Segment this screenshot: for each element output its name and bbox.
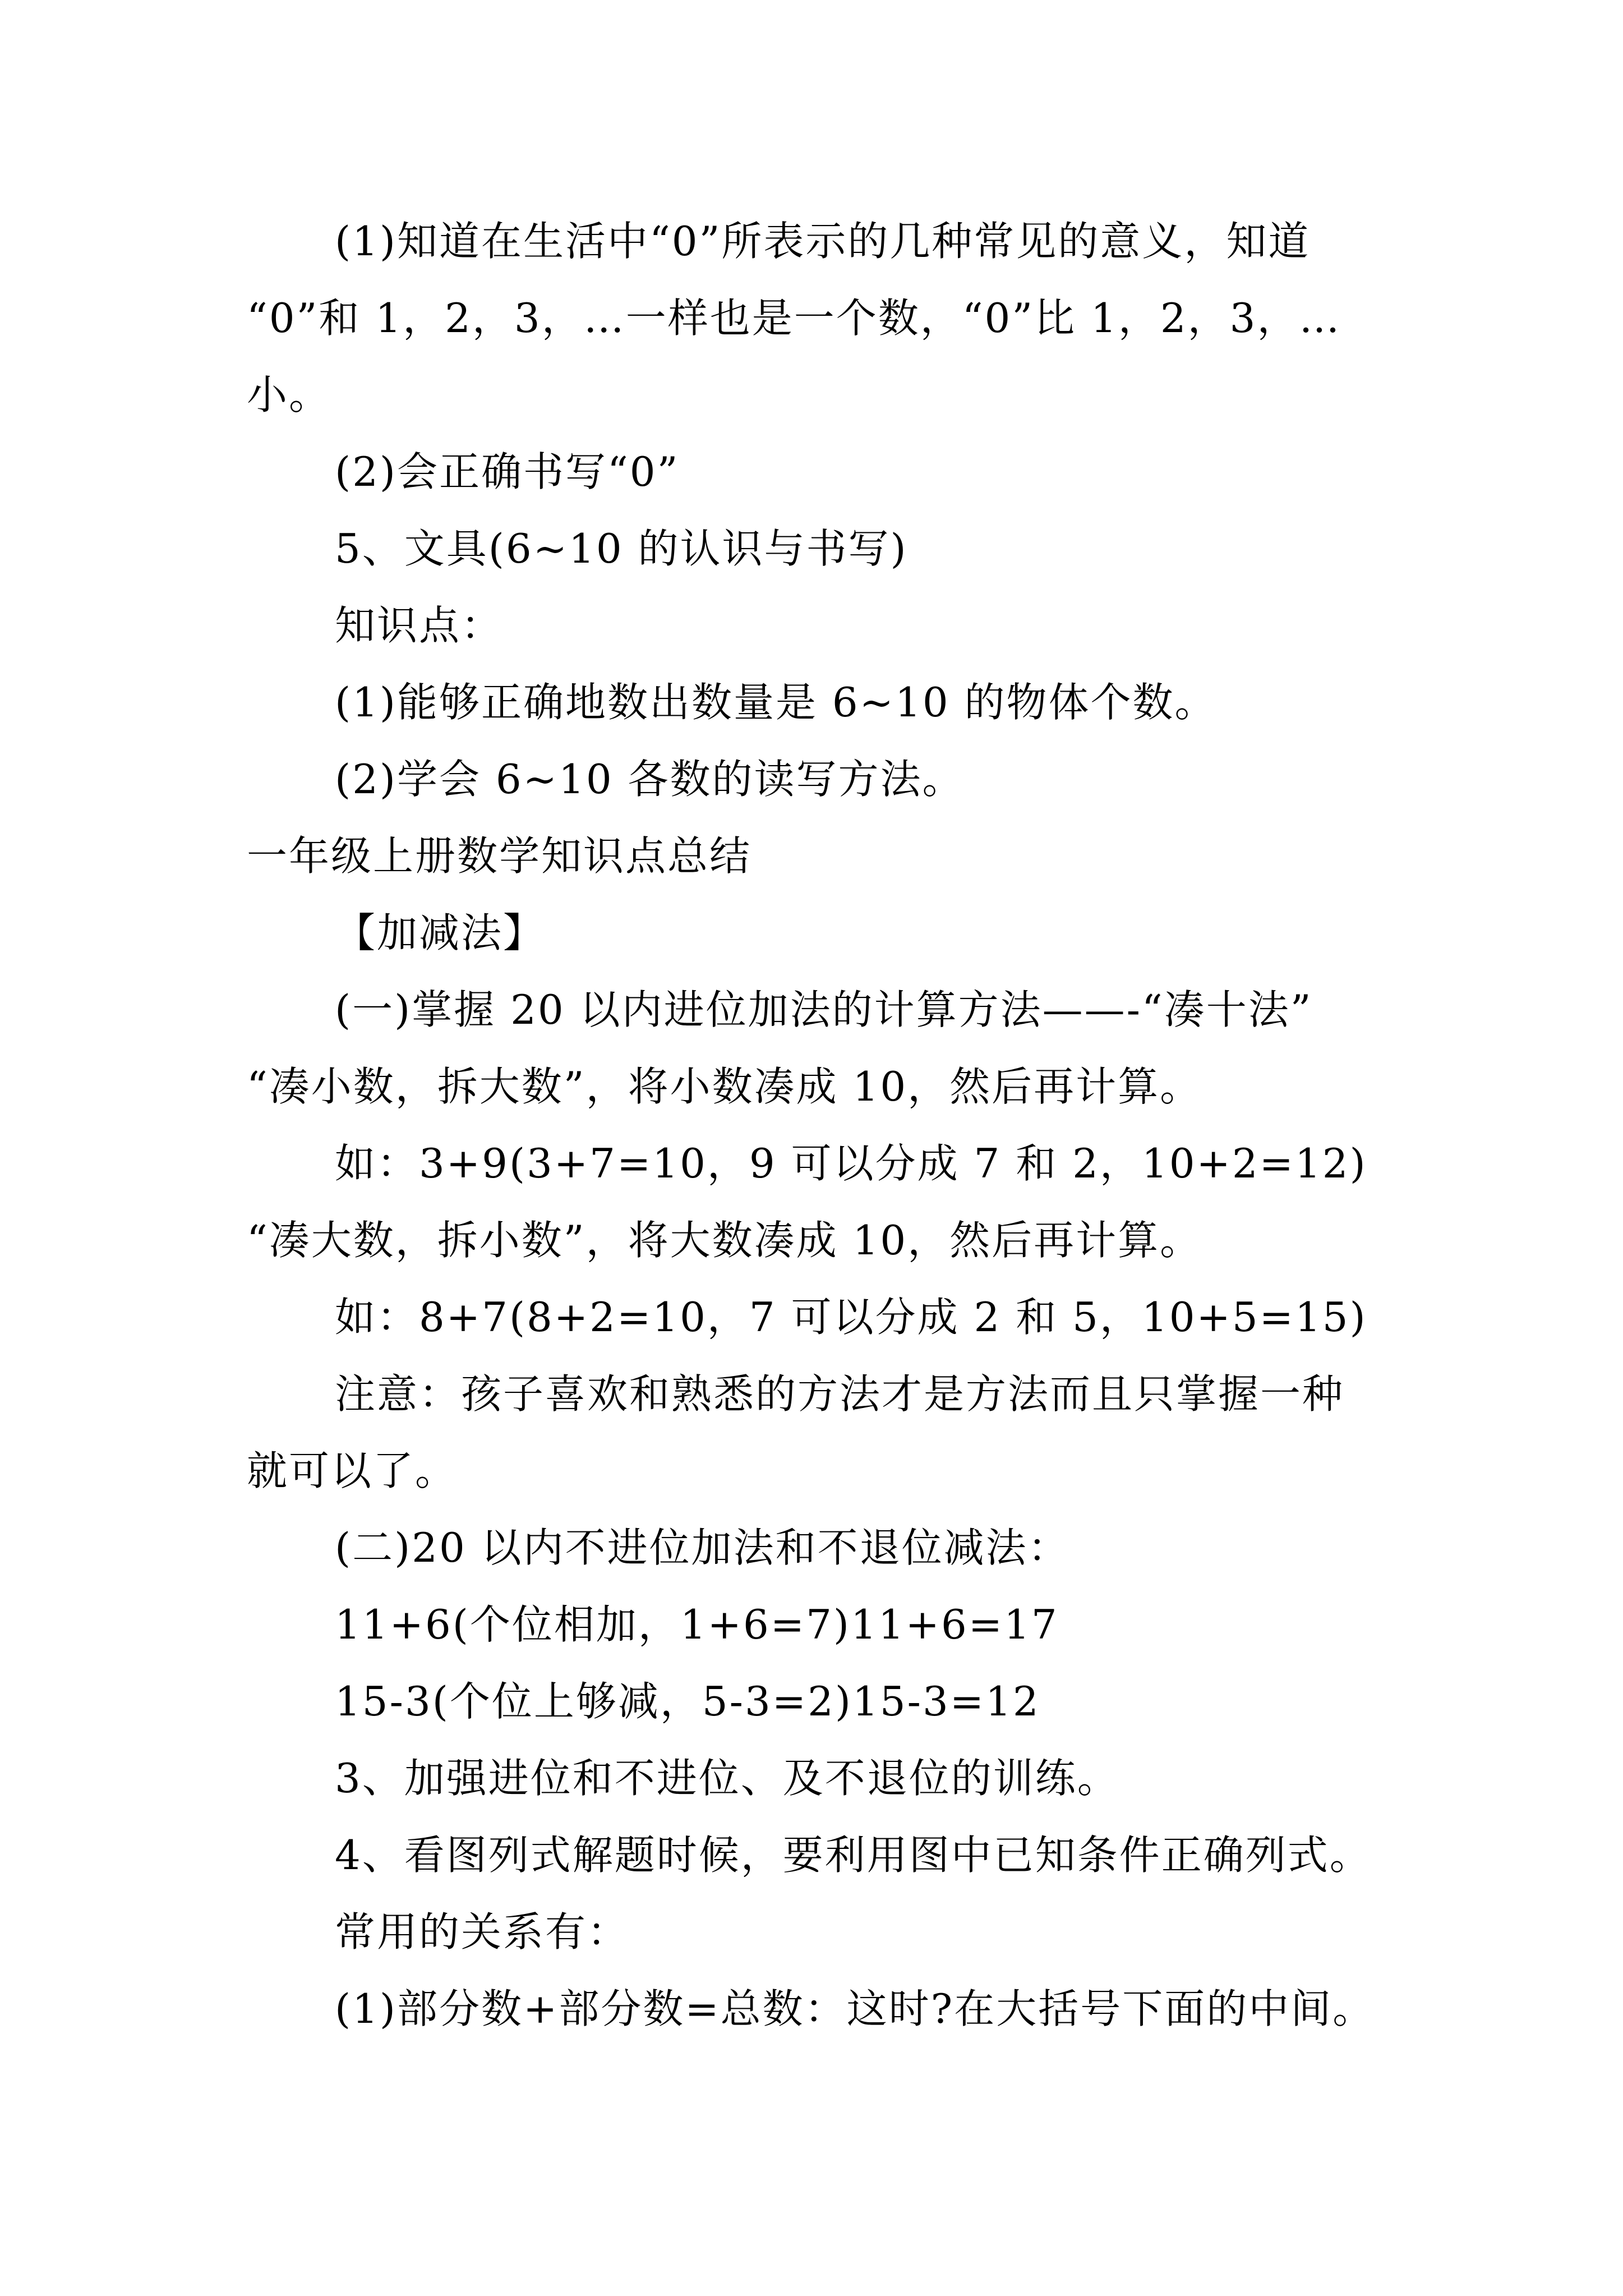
paragraph-line: “凑大数，拆小数”，将大数凑成 10，然后再计算。 [247,1217,1202,1264]
paragraph-line: (二)20 以内不进位加法和不退位减法： [335,1524,1070,1571]
paragraph-line: 小。 [247,371,331,418]
paragraph-line: 常用的关系有： [335,1908,630,1955]
paragraph-line: “0”和 1，2，3，…一样也是一个数，“0”比 1，2，3，… [247,295,1341,342]
paragraph-line: 3、加强进位和不进位、及不退位的训练。 [335,1755,1119,1802]
paragraph-line: (1)部分数+部分数=总数：这时?在大括号下面的中间。 [335,1985,1375,2032]
section-heading: 【加减法】 [335,909,546,956]
paragraph-line: 知识点： [335,602,504,649]
paragraph-line: 如：3+9(3+7=10，9 可以分成 7 和 2，10+2=12) [335,1140,1367,1187]
paragraph-line: 如：8+7(8+2=10，7 可以分成 2 和 5，10+5=15) [335,1294,1367,1341]
paragraph-line: “凑小数，拆大数”，将小数凑成 10，然后再计算。 [247,1063,1202,1110]
paragraph-line: 4、看图列式解题时候，要利用图中已知条件正确列式。 [335,1832,1372,1879]
paragraph-line: 就可以了。 [247,1447,458,1494]
paragraph-line: (一)掌握 20 以内进位加法的计算方法——-“凑十法” [335,986,1313,1033]
paragraph-line: 注意：孩子喜欢和熟悉的方法才是方法而且只掌握一种 [335,1370,1345,1418]
paragraph-line: 11+6(个位相加，1+6=7)11+6=17 [335,1601,1059,1648]
document-title: 一年级上册数学知识点总结 [247,832,752,880]
paragraph-line: (2)学会 6~10 各数的读写方法。 [335,756,965,803]
paragraph-line: (1)能够正确地数出数量是 6~10 的物体个数。 [335,679,1217,726]
section-heading: 5、文具(6~10 的认识与书写) [335,525,908,572]
paragraph-line: (2)会正确书写“0” [335,448,680,495]
paragraph-line: (1)知道在生活中“0”所表示的几种常见的意义，知道 [335,218,1311,265]
paragraph-line: 15-3(个位上够减，5-3=2)15-3=12 [335,1678,1040,1725]
